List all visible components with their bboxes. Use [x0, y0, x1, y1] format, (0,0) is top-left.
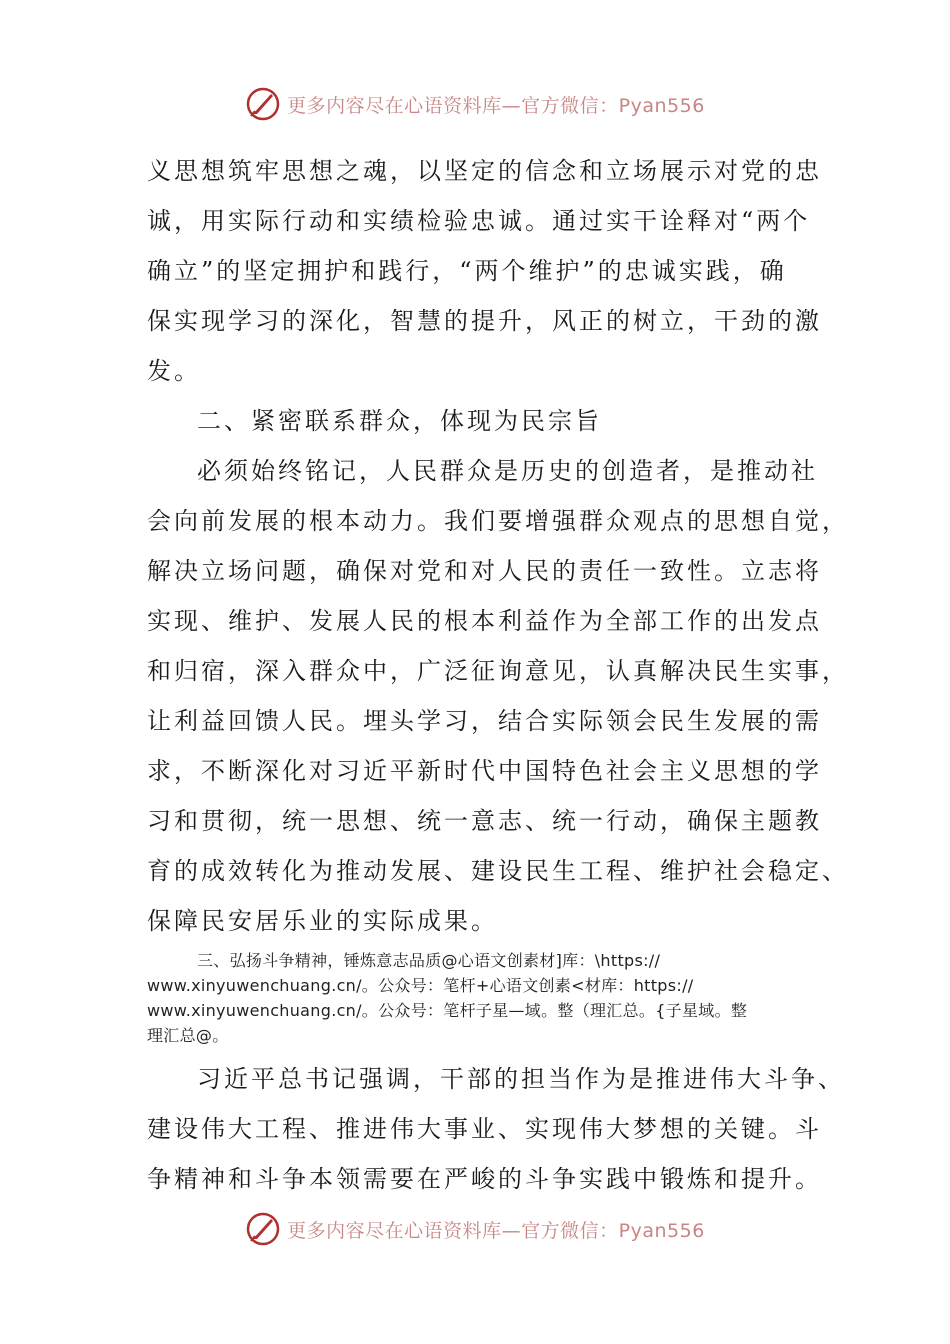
text-line: 建设伟大工程、推进伟大事业、实现伟大梦想的关键。斗	[147, 1115, 822, 1143]
banner-text: 更多内容尽在心语资料库—官方微信：Pyan556	[287, 1219, 705, 1242]
paragraph-3	[147, 1054, 845, 1204]
footer-banner	[0, 1205, 950, 1253]
text-line: 会向前发展的根本动力。我们要增强群众观点的思想自觉，	[147, 507, 849, 535]
text-line: 和归宿，深入群众中，广泛征询意见，认真解决民生实事，	[147, 657, 849, 685]
text-line: 理汇总@。	[147, 1026, 229, 1045]
section-heading-2: 二、紧密联系群众，体现为民宗旨	[197, 407, 602, 435]
text-line: 解决立场问题，确保对党和对人民的责任一致性。立志将	[147, 557, 822, 585]
text-line: 习和贯彻，统一思想、统一意志、统一行动，确保主题教	[147, 807, 822, 835]
text-line: 保实现学习的深化，智慧的提升，风正的树立，干劲的激	[147, 307, 822, 335]
text-line: 保障民安居乐业的实际成果。	[147, 907, 498, 935]
section-heading-3	[147, 948, 807, 1048]
text-line: 发。	[147, 357, 201, 385]
text-line: www.xinyuwenchuang.cn/。公众号：笔杆+心语文创素<材库：https://	[147, 976, 694, 995]
text-line: www.xinyuwenchuang.cn/。公众号：笔杆子星—域。整（理汇总。{子星域。整	[147, 1001, 748, 1020]
text-line: 确立”的坚定拥护和践行，“两个维护”的忠诚实践，确	[147, 257, 787, 285]
text-line: 义思想筑牢思想之魂，以坚定的信念和立场展示对党的忠	[147, 157, 822, 185]
text-line: 三、弘扬斗争精神，锤炼意志品质@心语文创素材]库：\https://	[197, 951, 661, 970]
text-line: 争精神和斗争本领需要在严峻的斗争实践中锻炼和提升。	[147, 1165, 822, 1193]
header-banner	[0, 80, 950, 128]
text-line: 育的成效转化为推动发展、建设民生工程、维护社会稳定、	[147, 857, 849, 885]
paragraph-1	[147, 146, 822, 396]
quill-pen-logo-icon	[245, 86, 281, 122]
banner-text: 更多内容尽在心语资料库—官方微信：Pyan556	[287, 94, 705, 117]
text-line: 必须始终铭记，人民群众是历史的创造者，是推动社	[197, 457, 818, 485]
text-line: 诚，用实际行动和实绩检验忠诚。通过实干诠释对“两个	[147, 207, 811, 235]
document-body	[147, 146, 849, 1204]
paragraph-2	[147, 446, 849, 946]
text-line: 习近平总书记强调，干部的担当作为是推进伟大斗争、	[197, 1065, 845, 1093]
text-line: 实现、维护、发展人民的根本利益作为全部工作的出发点	[147, 607, 822, 635]
quill-pen-logo-icon	[245, 1211, 281, 1247]
text-line: 让利益回馈人民。埋头学习，结合实际领会民生发展的需	[147, 707, 822, 735]
text-line: 求，不断深化对习近平新时代中国特色社会主义思想的学	[147, 757, 822, 785]
